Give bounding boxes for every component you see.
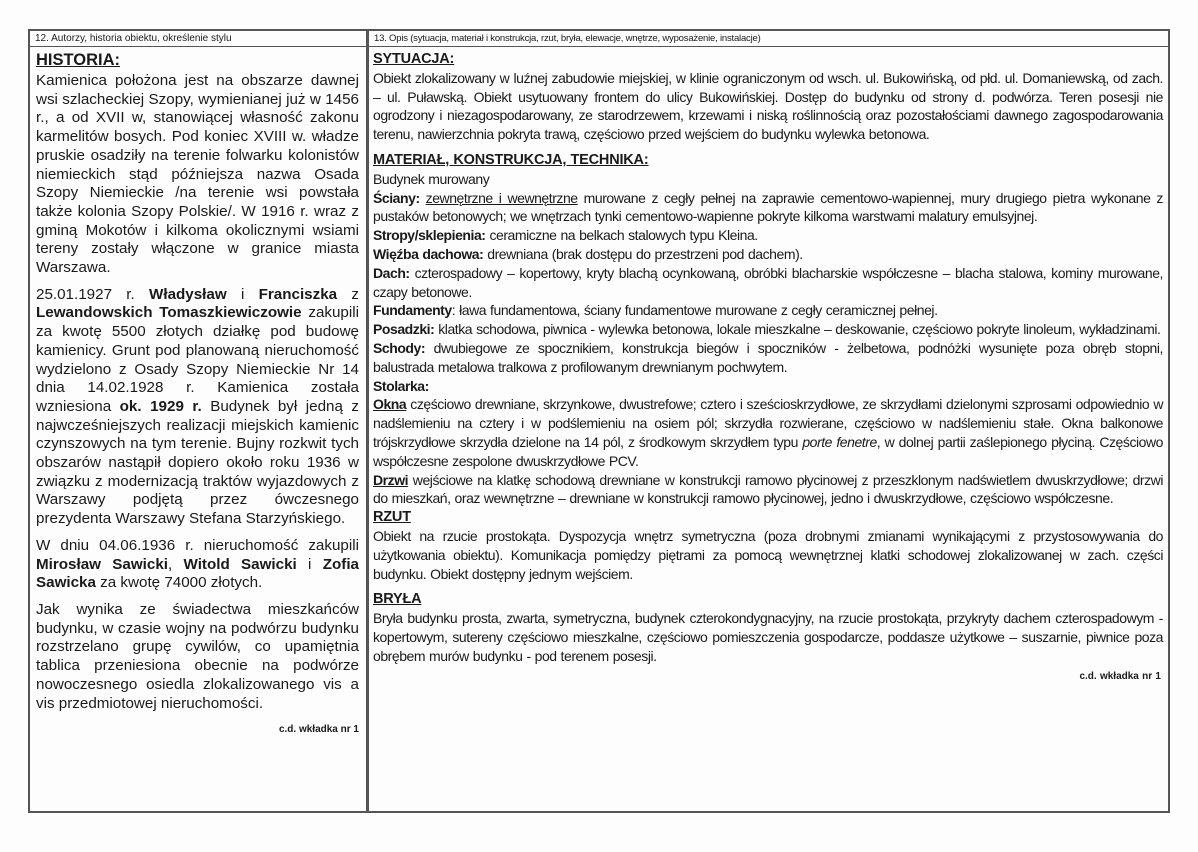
section-12-header: 12. Autorzy, historia obiektu, określenie stylu xyxy=(30,31,366,47)
emphasized-text: Dach: xyxy=(373,264,410,281)
paragraph xyxy=(36,286,359,529)
text-run: drewniana (brak dostępu do przestrzeni pod dachem). xyxy=(483,245,803,262)
document-form xyxy=(28,29,1170,813)
section-heading xyxy=(373,590,1163,609)
section-heading xyxy=(36,50,359,70)
section-heading xyxy=(373,508,1163,527)
text-run: za kwotę 74000 złotych. xyxy=(95,574,263,592)
emphasized-text: Drzwi xyxy=(373,471,409,488)
section-heading xyxy=(373,50,1163,69)
text-run: Obiekt na rzucie prostokąta. Dyspozycja wnętrz symetryczna (poza drobnymi zmianami wynikającymi z przystosowywania do użytkowania obiektu). Komunikacja pomiędzy piętrami za pomocą wewnętrznej klatki schodowej zlokalizowanej w zach. części budynku. Obiekt dostępny jednym wejściem. xyxy=(373,527,1163,582)
paragraph xyxy=(373,189,1163,227)
section-heading xyxy=(373,151,1163,170)
text-run: zakupili za kwotę 5500 złotych działkę pod budowę kamienicy. Grunt pod planowaną nieruchomość wydzielono z Osady Szopy Niemieckie Nr 14 dnia 14.02.1928 r. Kamienica została wzniesiona xyxy=(36,304,360,415)
continuation-note: c.d. wkładka nr 1 xyxy=(1079,670,1161,682)
paragraph xyxy=(373,226,1163,245)
emphasized-text: Stropy/sklepienia: xyxy=(373,227,486,244)
paragraph xyxy=(373,339,1163,377)
text-run: SYTUACJA: xyxy=(373,51,455,67)
emphasized-text: porte fenetre xyxy=(802,433,877,450)
history-column xyxy=(30,31,368,811)
text-run: i xyxy=(296,555,323,573)
text-run: 25.01.1927 r. xyxy=(36,285,150,303)
emphasized-text: Mirosław Sawicki xyxy=(36,555,168,573)
paragraph xyxy=(373,301,1163,320)
text-run: Kamienica położona jest na obszarze dawnej wsi szlacheckiej Szopy, wymienianej już w 1456 r., a od XVII w, stanowiącej własność zakonu karmelitów bosych. Pod koniec XVIII w. władze pruskie osadziły na terenie folwarku kolonistów niemieckich stąd późniejsza nazwa Osada Szopy Niemieckie /na terenie wsi powstała także kolonia Szopy Polskie/. W 1916 r. wraz z gminą Mokotów i kilkoma okolicznymi wsiami tereny zostały włączone w granice miasta Warszawa. xyxy=(36,72,359,277)
emphasized-text: Władysław xyxy=(149,285,227,303)
continuation-note: c.d. wkładka nr 1 xyxy=(278,724,359,736)
text-run: murowane z cegły pełnej na zaprawie cementowo-wapiennej, mury drugiego pietra wykonane z pustaków betonowych; we wnętrzach tynki cementowo-wapienne pokryte kilkoma warstwami malatury emulsyjnej. xyxy=(373,189,1163,225)
text-run: Bryła budynku prosta, zwarta, symetryczna, budynek czterokondygnacyjny, na rzucie prostokąta, przykryty dachem czterospadowym - kopertowym, sutereny częściowo mieszkalne, częściowo pomieszczenia gospodarcze, poddasze użytkowe – suszarnie, piwnice poza obrębem murów budynku - pod terenem posesji. xyxy=(373,610,1163,664)
text-run: W dniu 04.06.1936 r. nieruchomość zakupili xyxy=(36,536,359,554)
paragraph xyxy=(373,395,1163,470)
text-run: częściowo drewniane, skrzynkowe, dwustrefowe; cztero i sześcioskrzydłowe, ze skrzydłami dzielonymi szprosami odpowiednio w nadślemieniu na cztery i w podślemieniu na osiem pól; skrzydła rozwierane, częściowo w nadślemieniu stałe. Okna balkonowe trójskrzydłowe skrzydła dzielone na 14 pól, z środkowym skrzydłem typu xyxy=(373,396,1163,450)
paragraph xyxy=(36,72,359,278)
emphasized-text: Franciszka xyxy=(258,285,338,303)
emphasized-text: Schody: xyxy=(373,339,426,356)
section-13-header: 13. Opis (sytuacja, materiał i konstrukcja, rzut, bryła, elewacje, wnętrze, wyposażenie, instalacje) xyxy=(369,31,1168,47)
emphasized-text: ok. 1929 r. xyxy=(119,397,202,415)
paragraph xyxy=(373,527,1163,583)
description-column xyxy=(368,31,1168,811)
text-run: z xyxy=(337,285,359,303)
text-run: RZUT xyxy=(373,509,411,526)
paragraph xyxy=(373,609,1163,665)
paragraph xyxy=(373,170,1163,189)
text-run: MATERIAŁ, KONSTRUKCJA, TECHNIKA: xyxy=(373,151,649,168)
emphasized-text: zewnętrzne i wewnętrzne xyxy=(425,189,578,206)
paragraph xyxy=(373,264,1163,302)
paragraph xyxy=(373,320,1163,339)
text-run: , xyxy=(168,555,184,573)
text-run: wejściowe na klatkę schodową drewniane w konstrukcji ramowo płycinowej z przeszklonym nadświetlem dwuskrzydłowe; drzwi do mieszkań, oraz wewnętrzne – drewniane w konstrukcji ramowo płycinowej, jedno i dwuskrzydłowe, częściowo współczesne. xyxy=(373,471,1163,507)
text-run: czterospadowy – kopertowy, kryty blachą ocynkowaną, obróbki blacharskie współczesne – blacha stalowa, kominy murowane, czapy betonowe. xyxy=(373,264,1163,300)
text-run: Budynek murowany xyxy=(373,170,490,187)
paragraph xyxy=(373,69,1163,144)
emphasized-text: Witold Sawicki xyxy=(183,555,297,573)
paragraph xyxy=(373,377,1163,396)
text-run: BRYŁA xyxy=(373,591,422,608)
paragraph xyxy=(36,537,359,593)
text-run: ceramiczne na belkach stalowych typu Kleina. xyxy=(485,227,758,244)
text-run: klatka schodowa, piwnica - wylewka betonowa, lokale mieszkalne – deskowanie, częściowo pokryte linoleum, wykładzinami. xyxy=(434,321,1161,338)
paragraph xyxy=(373,245,1163,264)
emphasized-text: Stolarka: xyxy=(373,377,429,394)
text-run: dwubiegowe ze spocznikiem, konstrukcja biegów i spoczników - żelbetowa, podnóżki wysunięte poza obręb stopni, balustrada metalowa tralkowa z profilowanym drewnianym pochwytem. xyxy=(373,339,1163,375)
text-run: Jak wynika ze świadectwa mieszkańców budynku, w czasie wojny na podwórzu budynku rozstrzelano grupę cywilów, co upamiętnia tablica przeniesiona obecnie na podwórze nowoczesnego osiedla zlokalizowanego vis a vis przedmiotowej nieruchomości. xyxy=(36,600,359,712)
paragraph xyxy=(373,471,1163,509)
paragraph xyxy=(36,601,359,713)
text-run: , w dolnej partii zaślepionego płyciną. Częściowo współczesne zespolone dwuskrzydłowe PCV. xyxy=(373,433,1163,469)
emphasized-text: Ściany: xyxy=(373,189,420,206)
emphasized-text: Okna xyxy=(373,396,407,413)
emphasized-text: Fundamenty xyxy=(373,302,452,319)
emphasized-text: Więźba dachowa: xyxy=(373,245,484,262)
text-run: Obiekt zlokalizowany w luźnej zabudowie miejskiej, w klinie ograniczonym od wsch. ul. Bukowińską, od płd. ul. Domaniewską, od zach. – ul. Puławską. Obiekt usytuowany frontem do ulicy Bukowińskiej. Dostęp do budynku od strony d. podwórza. Teren posesji nie ogrodzony i niezagospodarowany, ze starodrzewem, krzewami i niską roślinnością oraz pozostałościami dawnego zagospodarowania terenu, nawierzchnia pokryta trawą, częściowo przed wejściem do budynku wylewka betonowa. xyxy=(373,69,1163,143)
text-run: Budynek był jedną z najwcześniejszych realizacji miejskich kamienic czynszowych na tym terenie. Bujny rozkwit tych obszarów nastąpił dopiero około roku 1936 w związku z modernizacją traktów wyjazdowych z Warszawy podjętą przez ówczesnego prezydenta Warszawy Stefana Starzyńskiego. xyxy=(36,397,360,528)
text-run: HISTORIA: xyxy=(36,51,121,69)
text-run: : ława fundamentowa, ściany fundamentowe murowane z cegły ceramicznej pełnej. xyxy=(451,302,938,319)
text-run: i xyxy=(226,285,259,303)
emphasized-text: Zofia Sawicka xyxy=(36,555,359,592)
description-body xyxy=(373,50,1163,686)
history-body xyxy=(36,50,359,740)
emphasized-text: Lewandowskich Tomaszkiewiczowie xyxy=(36,304,302,322)
emphasized-text: Posadzki: xyxy=(373,321,435,338)
